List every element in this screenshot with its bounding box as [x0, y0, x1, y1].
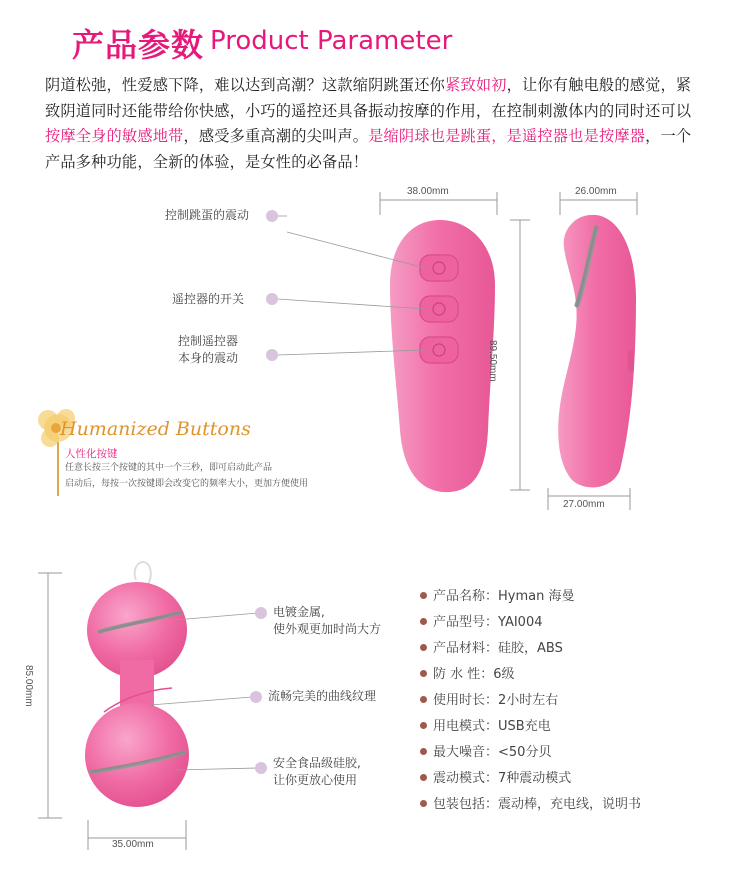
callout-vibration-control: 控制跳蛋的震动	[165, 208, 250, 222]
spec-label: 产品名称：	[433, 589, 499, 604]
callout-dot	[266, 349, 278, 361]
bullet-icon	[420, 696, 427, 703]
spec-value: Hyman 海曼	[498, 589, 575, 604]
bullet-icon	[420, 592, 427, 599]
spec-row	[420, 740, 551, 766]
spec-value: 2小时左右	[498, 693, 559, 708]
intro-text-2: ，让你有触电般的感觉，紧致阴道同时还能带给你快感，小巧的遥控还具备振动按摩的作用，在控制刺激体内的同时还可以	[45, 76, 692, 120]
spec-value: <50分贝	[498, 745, 552, 760]
dim-front-width: 38.00mm	[407, 186, 449, 197]
spec-row	[420, 662, 515, 688]
callout-self-vibration	[178, 333, 238, 367]
spec-row	[420, 714, 551, 740]
spec-row	[420, 636, 563, 662]
humanized-subtitle: 人性化按键	[65, 448, 118, 460]
dim-ball-height: 85.00mm	[23, 665, 34, 707]
callout-plating	[273, 604, 381, 638]
callout-plating-line2: 使外观更加时尚大方	[273, 622, 382, 636]
ball-height-dimension	[38, 573, 62, 818]
callout-silicone	[273, 755, 361, 789]
dim-side-depth: 26.00mm	[575, 186, 617, 197]
spec-row	[420, 584, 575, 610]
page-title-cn: 产品参数	[72, 26, 205, 64]
callout-dot	[255, 607, 267, 619]
dim-height: 89.50mm	[487, 340, 498, 382]
intro-highlight-2: 按摩全身的敏感地带	[45, 127, 184, 145]
callout-silicone-line2: 让你更放心使用	[273, 773, 358, 787]
callout-self-vibration-line2: 本身的震动	[178, 351, 239, 365]
spec-label: 最大噪音：	[433, 745, 499, 760]
spec-value: YAI004	[498, 615, 543, 630]
dim-ball-width: 35.00mm	[112, 839, 154, 850]
spec-value: USB充电	[498, 719, 551, 734]
humanized-desc	[65, 460, 308, 492]
callout-plating-line1: 电镀金属,	[273, 605, 325, 619]
spec-value: 震动棒，充电线，说明书	[498, 797, 642, 812]
callout-power-switch: 遥控器的开关	[172, 292, 245, 306]
intro-highlight-3: 是缩阴球也是跳蛋，是遥控器也是按摩器	[368, 127, 646, 145]
bullet-icon	[420, 670, 427, 677]
bullet-icon	[420, 774, 427, 781]
spec-label: 产品型号：	[433, 615, 499, 630]
spec-label: 震动模式：	[433, 771, 499, 786]
bullet-icon	[420, 722, 427, 729]
spec-value: 硅胶，ABS	[498, 641, 563, 656]
spec-row	[420, 792, 641, 818]
humanized-desc-line2: 启动后，每按一次按键即会改变它的频率大小，更加方便使用	[65, 479, 309, 489]
ball-cord	[135, 562, 151, 585]
intro-text-3: ，感受多重高潮的尖叫声。	[183, 127, 369, 145]
bullet-icon	[420, 644, 427, 651]
callout-silicone-line1: 安全食品级硅胶,	[273, 756, 361, 770]
spec-value: 6级	[493, 667, 515, 682]
spec-row	[420, 610, 543, 636]
spec-label: 防 水 性：	[433, 667, 494, 682]
spec-label: 使用时长：	[433, 693, 499, 708]
spec-label: 包装包括：	[433, 797, 499, 812]
humanized-desc-line1: 任意长按三个按键的其中一个三秒，即可启动此产品	[65, 463, 273, 473]
callout-dot	[266, 293, 278, 305]
bullet-icon	[420, 800, 427, 807]
spec-label: 产品材料：	[433, 641, 499, 656]
spec-row	[420, 766, 571, 792]
callout-self-vibration-line1: 控制遥控器	[178, 334, 239, 348]
callout-dot	[266, 210, 278, 222]
remote-side-body	[558, 215, 636, 488]
humanized-title: Humanized Buttons	[60, 418, 251, 440]
callout-curve: 流畅完美的曲线纹理	[268, 689, 377, 703]
spec-row	[420, 688, 558, 714]
intro-text-1: 阴道松弛，性爱感下降，难以达到高潮？这款缩阴跳蛋还你	[45, 76, 446, 94]
bullet-icon	[420, 748, 427, 755]
height-dimension	[510, 220, 530, 490]
bullet-icon	[420, 618, 427, 625]
spec-value: 7种震动模式	[498, 771, 572, 786]
intro-highlight-1: 紧致如初	[445, 76, 507, 94]
spec-label: 用电模式：	[433, 719, 499, 734]
remote-buttons	[420, 255, 458, 363]
dim-bottom-width: 27.00mm	[563, 499, 605, 510]
page-title-en: Product Parameter	[210, 26, 453, 56]
intro-text-4: ，一个产品多种功能，全新的体验，是女性的必备品！	[45, 127, 692, 171]
callout-dot	[255, 762, 267, 774]
callout-dot	[250, 691, 262, 703]
